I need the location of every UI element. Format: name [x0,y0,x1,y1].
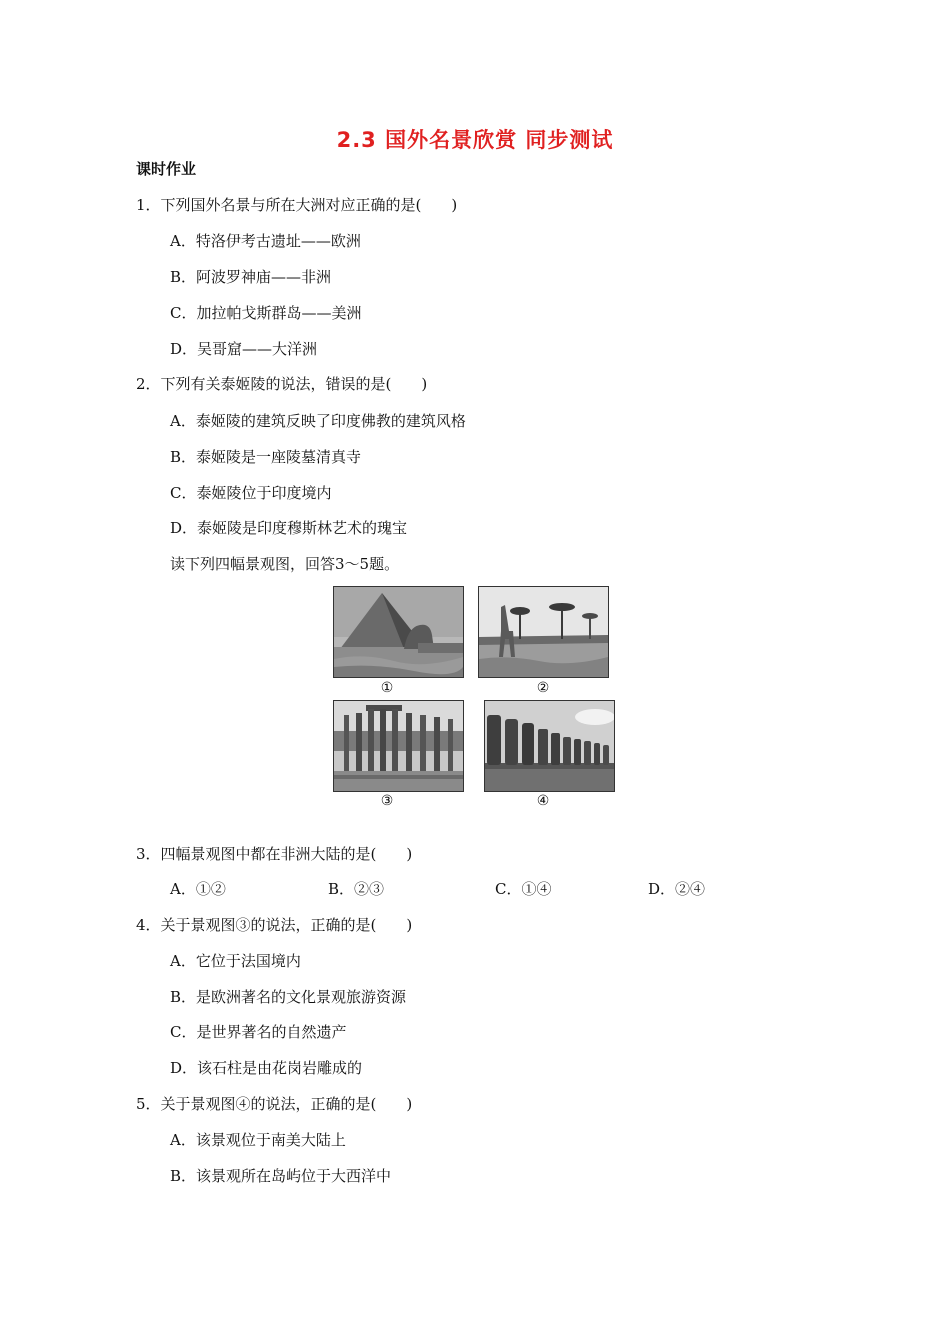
giraffe-savanna-photo [478,586,609,678]
question-1-option-b: B．阿波罗神庙——非洲 [170,268,332,286]
question-2-option-b: B．泰姬陵是一座陵墓清真寺 [170,448,362,466]
reading-instruction: 读下列四幅景观图，回答3～5题。 [170,555,400,573]
question-3-stem: 3．四幅景观图中都在非洲大陆的是( ) [136,845,413,863]
question-4-option-c: C．是世界著名的自然遗产 [170,1023,347,1041]
question-4-option-a: A．它位于法国境内 [170,952,301,970]
question-3-option-c: C．①④ [495,880,552,898]
question-4-stem: 4．关于景观图③的说法，正确的是( ) [136,916,413,934]
question-1-option-c: C．加拉帕戈斯群岛——美洲 [170,304,362,322]
question-5-option-a: A．该景观位于南美大陆上 [170,1131,346,1149]
question-1-stem: 1．下列国外名景与所在大洲对应正确的是( ) [136,196,458,214]
question-1-option-d: D．吴哥窟——大洋洲 [170,340,318,358]
question-2-stem: 2．下列有关泰姬陵的说法，错误的是( ) [136,375,428,393]
question-4-option-d: D．该石柱是由花岗岩雕成的 [170,1059,363,1077]
question-5-stem: 5．关于景观图④的说法，正确的是( ) [136,1095,413,1113]
question-2-option-a: A．泰姬陵的建筑反映了印度佛教的建筑风格 [170,412,466,430]
section-heading: 课时作业 [136,160,197,178]
moai-statues-photo [484,700,615,792]
figure-1-label: ① [380,680,394,696]
question-1-option-a: A．特洛伊考古遗址——欧洲 [170,232,361,250]
question-3-option-a: A．①② [170,880,226,898]
question-3-option-d: D．②④ [648,880,706,898]
greek-temple-columns-photo [333,700,464,792]
page-title: 2.3 国外名景欣赏 同步测试 [336,128,614,152]
question-2-option-d: D．泰姬陵是印度穆斯林艺术的瑰宝 [170,519,408,537]
figure-4-label: ④ [536,793,550,809]
question-2-option-c: C．泰姬陵位于印度境内 [170,484,332,502]
figure-2-label: ② [536,680,550,696]
question-3-option-b: B．②③ [328,880,385,898]
question-4-option-b: B．是欧洲著名的文化景观旅游资源 [170,988,407,1006]
figure-3-label: ③ [380,793,394,809]
question-5-option-b: B．该景观所在岛屿位于大西洋中 [170,1167,392,1185]
pyramid-sphinx-photo [333,586,464,678]
